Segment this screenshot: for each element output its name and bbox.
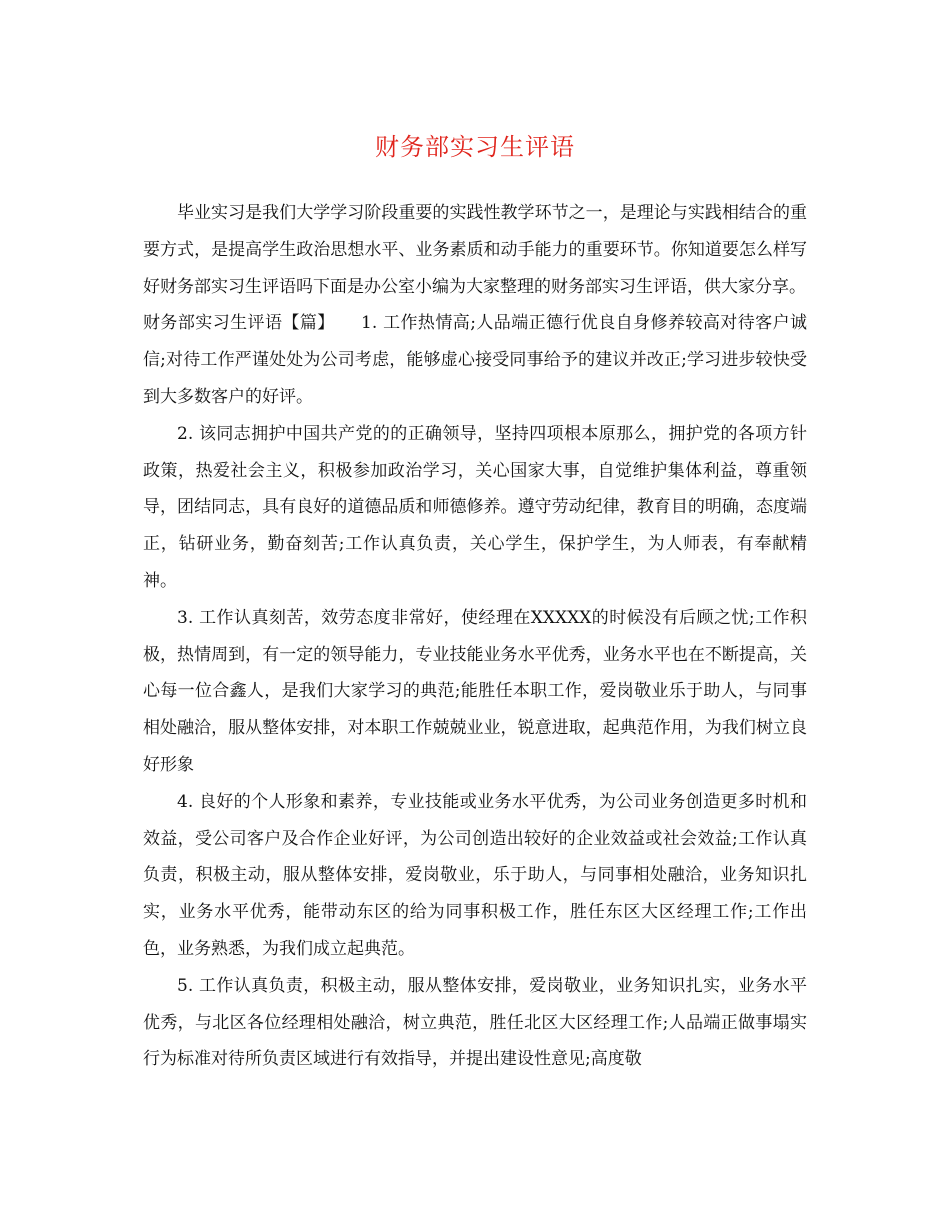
paragraph-comment-4: 4. 良好的个人形象和素养，专业技能或业务水平优秀，为公司业务创造更多时机和效益，受公司客户及合作企业好评，为公司创造出较好的企业效益或社会效益;工作认真负责，积极主动，服从整体安排，爱岗敬业，乐于助人，与同事相处融洽，业务知识扎实，业务水平优秀，能带动东区的给为同事积极工作，胜任东区大区经理工作;工作出色，业务熟悉，为我们成立起典范。 bbox=[143, 791, 807, 959]
paragraph-comment-1: 财务部实习生评语【篇】 1. 工作热情高;人品端正德行优良自身修养较高对待客户诚信;对待工作严谨处处为公司考虑，能够虚心接受同事给予的建议并改正;学习进步较快受到大多数客户的好评。 bbox=[143, 313, 807, 407]
paragraph-comment-3: 3. 工作认真刻苦，效劳态度非常好，使经理在XXXXX的时候没有后顾之忧;工作积极，热情周到，有一定的领导能力，专业技能业务水平优秀，业务水平也在不断提高，关心每一位合鑫人，是我们大家学习的典范;能胜任本职工作，爱岗敬业乐于助人，与同事相处融洽，服从整体安排，对本职工作兢兢业业，锐意进取，起典范作用，为我们树立良好形象 bbox=[143, 607, 807, 775]
paragraph-comment-5: 5. 工作认真负责，积极主动，服从整体安排，爱岗敬业，业务知识扎实，业务水平优秀，与北区各位经理相处融洽，树立典范，胜任北区大区经理工作;人品端正做事塌实行为标准对待所负责区域进行有效指导，并提出建设性意见;高度敬 bbox=[143, 975, 807, 1070]
document-body bbox=[143, 195, 807, 1078]
paragraph-comment-2: 2. 该同志拥护中国共产党的的正确领导，坚持四项根本原那么，拥护党的各项方针政策，热爱社会主义，积极参加政治学习，关心国家大事，自觉维护集体利益，尊重领导，团结同志，具有良好的道德品质和师德修养。遵守劳动纪律，教育目的明确，态度端正，钻研业务，勤奋刻苦;工作认真负责，关心学生，保护学生，为人师表，有奉献精神。 bbox=[143, 423, 807, 591]
document-title: 财务部实习生评语 bbox=[375, 133, 575, 161]
paragraph-intro: 毕业实习是我们大学学习阶段重要的实践性教学环节之一，是理论与实践相结合的重要方式，是提高学生政治思想水平、业务素质和动手能力的重要环节。你知道要怎么样写好财务部实习生评语吗下面是办公室小编为大家整理的财务部实习生评语，供大家分享。 bbox=[143, 203, 807, 297]
